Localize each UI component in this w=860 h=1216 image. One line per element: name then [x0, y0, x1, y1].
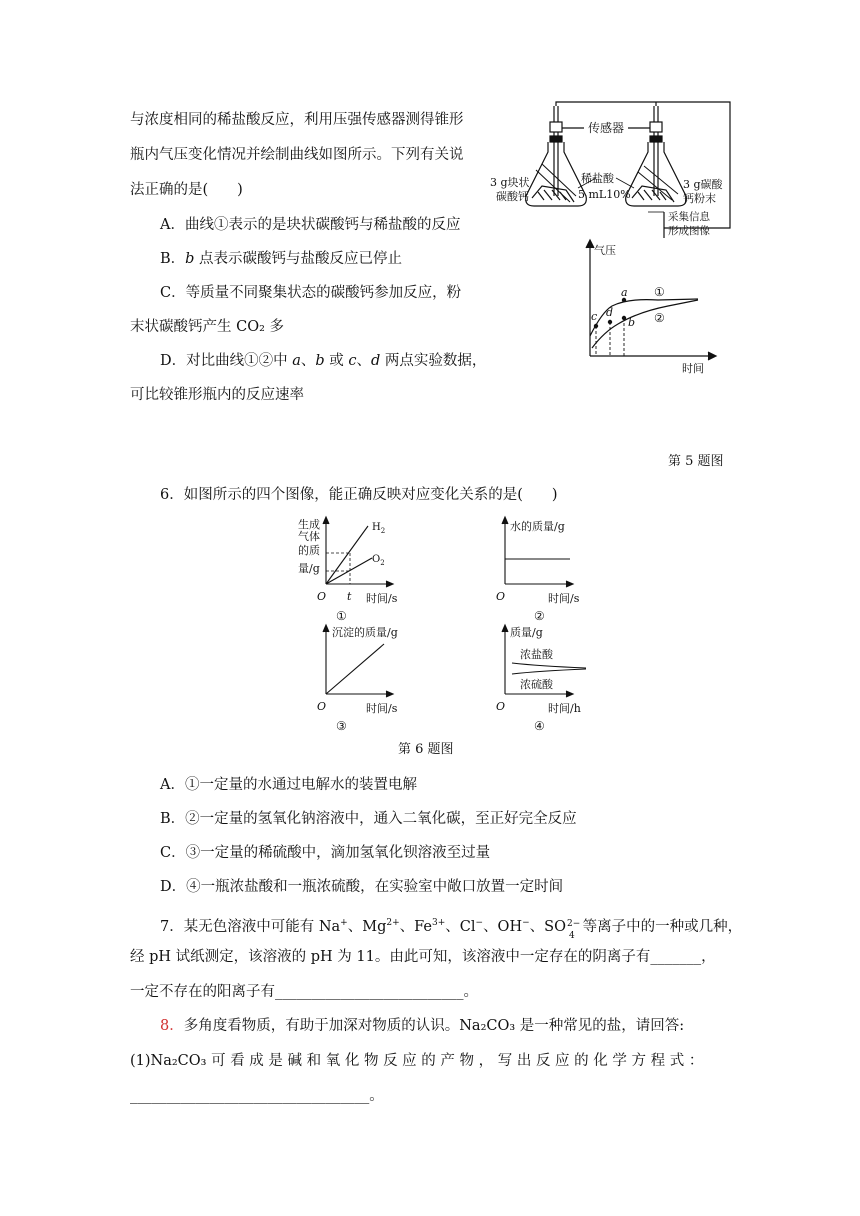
q5-apparatus-figure [478, 100, 768, 390]
q6-g1-ylabel-2: 气体 [298, 530, 320, 543]
q5-point-c: c [591, 310, 598, 323]
q6-graphs-figure [280, 514, 600, 734]
q6-g2-origin: O [496, 590, 506, 603]
q5-point-b: b [628, 316, 636, 329]
q6-g1-origin: O [317, 590, 327, 603]
q6-g4-origin: O [496, 700, 506, 713]
q8-line-2: (1)Na₂CO₃ 可 看 成 是 碱 和 氧 化 物 反 应 的 产 物 ， 写 出 反 应 的 化 学 方 程 式 ： [130, 1053, 704, 1069]
q6-g4-number: ④ [534, 719, 545, 733]
q5-x-axis-label: 时间 [682, 362, 704, 375]
q6-g4-bottom-label: 浓硫酸 [520, 678, 553, 691]
q6-g4-ylabel: 质量/g [510, 626, 543, 639]
q5-collect-label-2: 形成图像 [668, 225, 710, 237]
q5-point-a: a [621, 286, 628, 299]
q6-g3-ylabel: 沉淀的质量/g [332, 626, 398, 639]
q5-curve-2-label: ② [654, 311, 665, 325]
q7-line-2: 经 pH 试纸测定，该溶液的 pH 为 11。由此可知，该溶液中一定存在的阴离子有_______， [130, 949, 716, 965]
q5-line-2: 瓶内气压变化情况并绘制曲线如图所示。下列有关说 [130, 147, 464, 163]
q5-right-solid-label-2: 钙粉末 [683, 192, 716, 205]
q6-g1-ylabel-3: 的质 [298, 544, 320, 557]
q5-left-solid-label-2: 碳酸钙 [496, 190, 529, 203]
q6-option-c: C．③一定量的稀硫酸中，滴加氢氧化钡溶液至过量 [160, 845, 491, 861]
q5-sensor-label: 传感器 [587, 121, 625, 135]
q5-option-c-line-1: C．等质量不同聚集状态的碳酸钙参加反应，粉 [160, 285, 462, 301]
q5-option-a: A．曲线①表示的是块状碳酸钙与稀盐酸的反应 [160, 217, 461, 233]
q6-g1-ylabel-4: 量/g [298, 562, 320, 575]
q5-point-d: d [606, 306, 614, 319]
q5-acid-label-1: 稀盐酸 [581, 172, 614, 185]
q6-option-d: D．④一瓶浓盐酸和一瓶浓硫酸，在实验室中敞口放置一定时间 [160, 879, 564, 895]
q6-option-a: A．①一定量的水通过电解水的装置电解 [160, 777, 417, 793]
q5-collect-label-1: 采集信息 [668, 211, 710, 223]
q6-g4-top-label: 浓盐酸 [520, 648, 553, 661]
q6-g4-xlabel: 时间/h [548, 702, 581, 715]
q5-y-axis-label: 气压 [594, 244, 616, 257]
q6-g2-xlabel: 时间/s [548, 592, 580, 605]
q6-option-b: B．②一定量的氢氧化钠溶液中，通入二氧化碳，至正好完全反应 [160, 811, 577, 827]
q5-option-c-line-2: 末状碳酸钙产生 CO₂ 多 [130, 319, 285, 335]
q6-g1-xlabel: 时间/s [366, 592, 398, 605]
q6-g3-origin: O [317, 700, 327, 713]
q5-line-3: 法正确的是( ) [130, 182, 243, 198]
q5-line-1: 与浓度相同的稀盐酸反应，利用压强传感器测得锥形 [130, 112, 464, 128]
q8-answer-blank[interactable]: _________________________________。 [130, 1088, 384, 1104]
q5-right-solid-label-1: 3 g碳酸 [683, 178, 723, 191]
q6-g3-number: ③ [336, 719, 347, 733]
q5-left-solid-label-1: 3 g块状 [490, 176, 530, 189]
q5-acid-label-2: 5 mL10% [578, 188, 631, 201]
q5-option-b: B．b 点表示碳酸钙与盐酸反应已停止 [160, 251, 403, 267]
q6-g1-t-label: t [347, 590, 352, 603]
q6-g1-h2-label: $H_2$ [372, 522, 386, 535]
q6-g1-number: ① [336, 609, 347, 623]
q6-figure-caption: 第 6 题图 [398, 742, 454, 757]
q6-g1-o2-label: $O_2$ [372, 554, 385, 567]
q8-number: 8． [160, 1018, 184, 1034]
q6-g2-ylabel: 水的质量/g [510, 520, 565, 533]
q5-option-d-line-2: 可比较锥形瓶内的反应速率 [130, 387, 304, 403]
q7-line-1: 7．某无色溶液中可能有 Na+、$Mg^{2+}$、$Fe^{3+}$、Cl−、OH−、SO 2− 4 等离子中的一种或几种， [160, 918, 743, 941]
q8-line-1: 8．多角度看物质，有助于加深对物质的认识。Na₂CO₃ 是一种常见的盐，请回答: [160, 1018, 685, 1034]
q5-curve-1-label: ① [654, 285, 665, 299]
q5-option-d-line-1: D．对比曲线①②中 a、b 或 c、d 两点实验数据， [160, 353, 487, 369]
q6-g3-xlabel: 时间/s [366, 702, 398, 715]
q5-figure-caption: 第 5 题图 [668, 454, 724, 469]
q7-line-3: 一定不存在的阳离子有__________________________。 [130, 984, 478, 1000]
q6-g1-ylabel-1: 生成 [298, 518, 320, 531]
q6-g2-number: ② [534, 609, 545, 623]
q6-stem: 6．如图所示的四个图像，能正确反映对应变化关系的是( ) [160, 487, 558, 503]
